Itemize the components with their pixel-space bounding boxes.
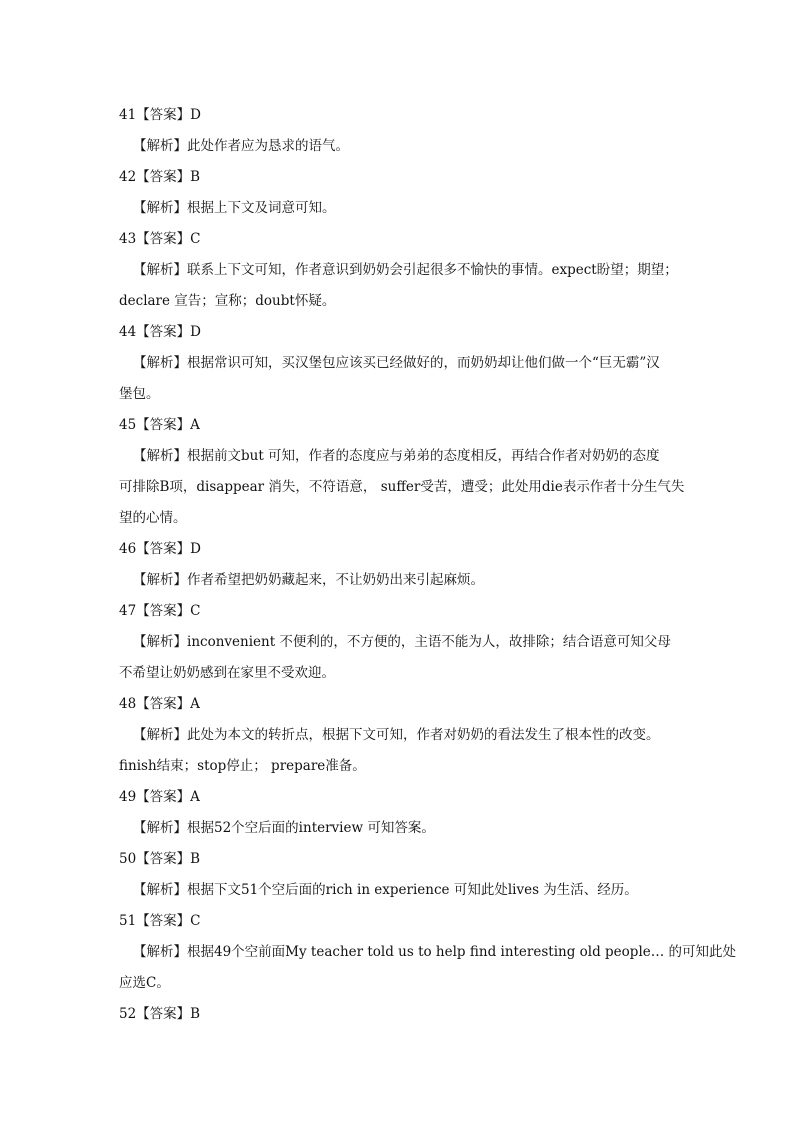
answer-line: 51【答案】C xyxy=(119,913,201,929)
analysis-continuation-line: finish结束；stop停止； prepare准备。 xyxy=(119,758,366,774)
answer-line: 43【答案】C xyxy=(119,231,201,247)
analysis-line: 【解析】根据49个空前面My teacher told us to help find interesting old people… 的可知此处 xyxy=(133,944,737,960)
answer-line: 44【答案】D xyxy=(119,324,202,340)
answer-line: 49【答案】A xyxy=(119,789,200,805)
answer-line: 46【答案】D xyxy=(119,541,202,557)
analysis-line: 【解析】此处作者应为恳求的语气。 xyxy=(133,138,349,154)
answer-line: 48【答案】A xyxy=(119,696,200,712)
analysis-continuation-line: declare 宣告；宣称；doubt怀疑。 xyxy=(119,293,336,309)
answer-line: 42【答案】B xyxy=(119,169,201,185)
analysis-line: 【解析】作者希望把奶奶藏起来，不让奶奶出来引起麻烦。 xyxy=(133,572,484,588)
answer-line: 50【答案】B xyxy=(119,851,201,867)
analysis-continuation-line: 望的心情。 xyxy=(119,510,187,526)
answer-line: 47【答案】C xyxy=(119,603,201,619)
analysis-line: 【解析】inconvenient 不便利的，不方便的，主语不能为人，故排除；结合语意可知父母 xyxy=(133,634,671,650)
answer-line: 45【答案】A xyxy=(119,417,200,433)
analysis-line: 【解析】根据上下文及词意可知。 xyxy=(133,200,336,216)
answer-line: 41【答案】D xyxy=(119,107,202,123)
analysis-line: 【解析】此处为本文的转折点，根据下文可知，作者对奶奶的看法发生了根本性的改变。 xyxy=(133,727,660,743)
analysis-line: 【解析】根据52个空后面的interview 可知答案。 xyxy=(133,820,435,836)
analysis-continuation-line: 不希望让奶奶感到在家里不受欢迎。 xyxy=(119,665,335,681)
analysis-line: 【解析】联系上下文可知，作者意识到奶奶会引起很多不愉快的事情。expect盼望；期望； xyxy=(133,262,678,278)
analysis-continuation-line: 应选C。 xyxy=(119,975,170,991)
analysis-line: 【解析】根据下文51个空后面的rich in experience 可知此处lives 为生活、经历。 xyxy=(133,882,638,898)
answer-key-content xyxy=(119,100,737,1030)
analysis-continuation-line: 可排除B项，disappear 消失，不符语意， suffer受苦，遭受；此处用die表示作者十分生气失 xyxy=(119,479,685,495)
analysis-line: 【解析】根据常识可知，买汉堡包应该买已经做好的，而奶奶却让他们做一个“巨无霸”汉 xyxy=(133,355,660,371)
analysis-line: 【解析】根据前文but 可知，作者的态度应与弟弟的态度相反，再结合作者对奶奶的态度 xyxy=(133,448,660,464)
analysis-continuation-line: 堡包。 xyxy=(119,386,160,402)
answer-line: 52【答案】B xyxy=(119,1006,201,1022)
